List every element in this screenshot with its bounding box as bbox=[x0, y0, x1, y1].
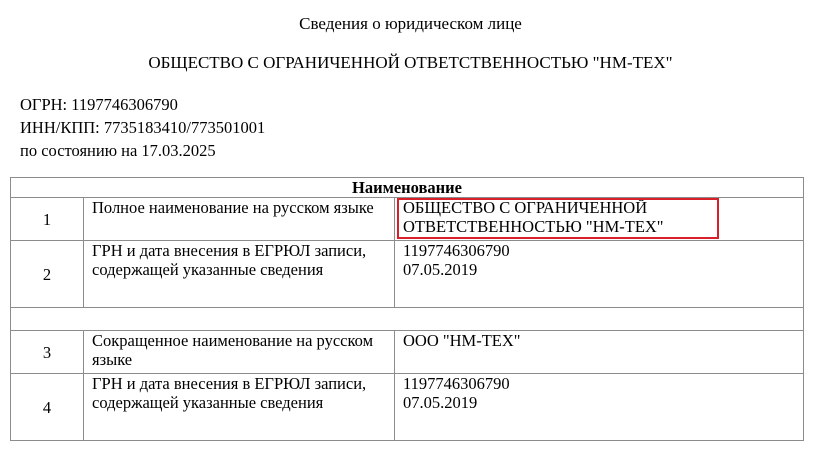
value-line: 1197746306790 bbox=[403, 374, 510, 393]
section-header-row bbox=[11, 178, 804, 198]
company-info-table bbox=[10, 177, 804, 441]
row-label: Полное наименование на русском языке bbox=[84, 198, 395, 241]
value-line: 1197746306790 bbox=[403, 241, 510, 260]
table-row bbox=[11, 241, 804, 308]
organization-name-heading: ОБЩЕСТВО С ОГРАНИЧЕННОЙ ОТВЕТСТВЕННОСТЬЮ "НМ-ТЕХ" bbox=[148, 53, 673, 72]
inn-kpp-line: ИНН/КПП: 7735183410/773501001 bbox=[20, 118, 266, 137]
as-of-date-line: по состоянию на 17.03.2025 bbox=[20, 141, 216, 160]
value-line: ООО "НМ-ТЕХ" bbox=[403, 331, 521, 350]
row-label: ГРН и дата внесения в ЕГРЮЛ записи, содержащей указанные сведения bbox=[84, 374, 395, 441]
ogrn-line: ОГРН: 1197746306790 bbox=[20, 95, 178, 114]
table-row bbox=[11, 374, 804, 441]
row-value bbox=[395, 331, 804, 374]
table-row bbox=[11, 198, 804, 241]
value-line: ОТВЕТСТВЕННОСТЬЮ "НМ-ТЕХ" bbox=[403, 217, 664, 236]
value-line: ОБЩЕСТВО С ОГРАНИЧЕННОЙ bbox=[403, 198, 648, 217]
row-value bbox=[395, 198, 804, 241]
row-value bbox=[395, 241, 804, 308]
row-number: 2 bbox=[11, 241, 84, 308]
row-number: 4 bbox=[11, 374, 84, 441]
row-label: Сокращенное наименование на русском языке bbox=[84, 331, 395, 374]
row-value bbox=[395, 374, 804, 441]
spacer-row bbox=[11, 308, 804, 331]
document-title: Сведения о юридическом лице bbox=[299, 14, 522, 33]
spacer-cell bbox=[11, 308, 804, 331]
table-row bbox=[11, 331, 804, 374]
row-number: 1 bbox=[11, 198, 84, 241]
value-line: 07.05.2019 bbox=[403, 260, 478, 279]
value-line: 07.05.2019 bbox=[403, 393, 478, 412]
section-title: Наименование bbox=[11, 178, 804, 198]
row-label: ГРН и дата внесения в ЕГРЮЛ записи, содержащей указанные сведения bbox=[84, 241, 395, 308]
row-number: 3 bbox=[11, 331, 84, 374]
